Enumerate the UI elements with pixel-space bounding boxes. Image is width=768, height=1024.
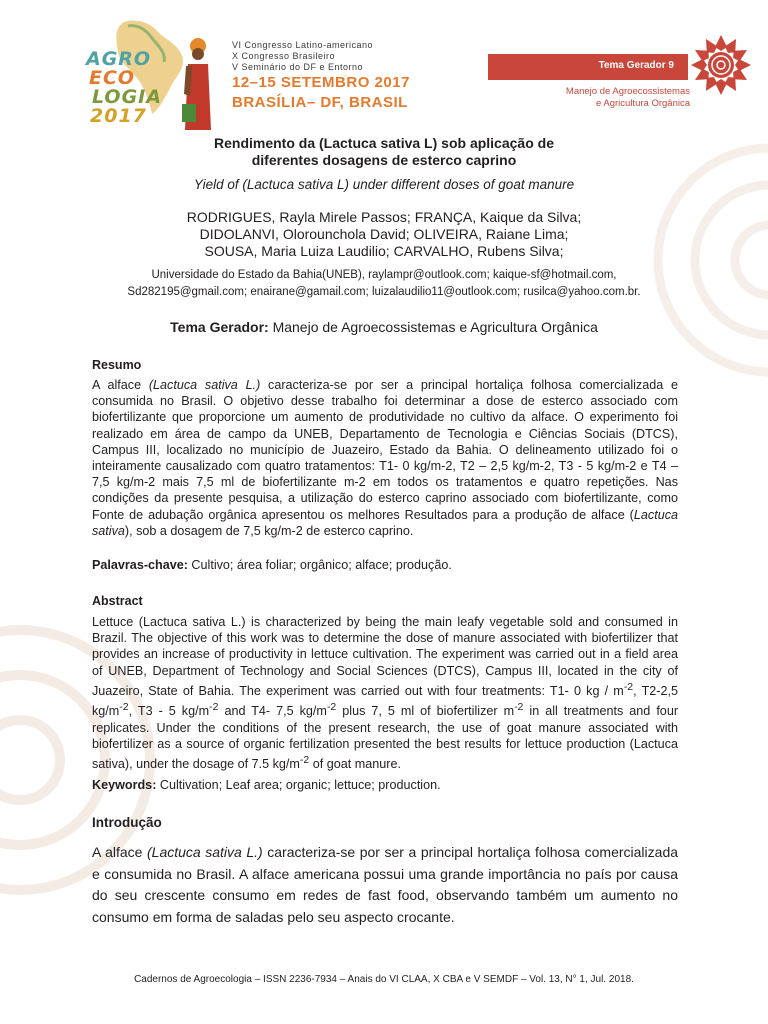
tema-gerador-line <box>70 319 698 335</box>
title-line: Rendimento da (Lactuca sativa L) sob aplicação de <box>214 135 554 151</box>
keywords-list: Cultivation; Leaf area; organic; lettuce; production. <box>156 778 441 792</box>
abstract-text-part: Lettuce (Lactuca sativa L.) is characterized by being the main leafy vegetable sold and consumed in Brazil. The objective of this work was to determine the dose of manure associated with biofertilizer that provides an increase of productivity in lettuce cultivation. The experiment was carried out in a field area of UNEB, Department of Technology and Social Sciences (DTCS), Campus III, located in the city of Juazeiro, State of Bahia. The experiment was carried out with four treatments: T1- 0 kg / m <box>92 615 678 698</box>
tema-subtitle-line: Manejo de Agroecossistemas <box>565 86 690 97</box>
superscript: -2 <box>299 754 310 766</box>
introducao-text-body: caracteriza-se por ser a principal hortaliça folhosa comercializada e consumida no Brasil. A alface americana possui uma grande importância no país por causa do seu crescente consumo em redes de fast food, observando também um aumento no consumo em forma de saladas pelo seu aspecto crocante. <box>92 844 679 925</box>
superscript: -2 <box>514 701 524 714</box>
tema-subtitle-line: e Agricultura Orgânica <box>596 98 690 109</box>
tema-gerador-bar <box>488 54 688 80</box>
abstract-text-part: in all treatments and four replicates. Under the conditions of the present research, the use of goat manure associated with biofertilizer as a source of organic fertilization presented the best results for lettuce production (Lactuca sativa), under the dosage of 7.5 kg/m <box>92 704 679 772</box>
species-name: Lactuca sativa <box>92 507 678 538</box>
author-line: SOUSA, Maria Luiza Laudilio; CARVALHO, Rubens Silva; <box>204 243 564 259</box>
affiliation-line: Sd282195@gmail.com; enairane@gamail.com; luizalaudilio11@outlook.com; rusilca@yahoo.com.br. <box>127 286 641 298</box>
congress-names <box>232 40 373 73</box>
author-list <box>90 209 678 260</box>
congress-line: X Congresso Brasileiro <box>232 51 336 61</box>
logo-word-2017: 2017 <box>90 105 147 127</box>
resumo-heading: Resumo <box>92 358 142 372</box>
keywords-label: Keywords: <box>92 778 157 792</box>
tema-gerador-heading: Tema Gerador: <box>170 319 269 335</box>
superscript: -2 <box>119 701 129 714</box>
tema-gerador-value: Manejo de Agroecossistemas e Agricultura Orgânica <box>268 319 598 335</box>
resumo-text <box>92 377 678 539</box>
species-name: (Lactuca sativa L.) <box>148 378 261 392</box>
palavras-chave <box>92 558 678 572</box>
abstract-text-part: and T4- 7,5 kg/m <box>218 704 327 719</box>
palavras-chave-list: Cultivo; área foliar; orgânico; alface; produção. <box>187 558 452 572</box>
author-line: RODRIGUES, Rayla Mirele Passos; FRANÇA, Kaique da Silva; <box>186 209 582 225</box>
footer-citation: Cadernos de Agroecologia – ISSN 2236-7934 – Anais do VI CLAA, X CBA e V SEMDF – Vol. 13, N° 1, Jul. 2018. <box>134 974 634 985</box>
event-dates: 12–15 SETEMBRO 2017 <box>232 74 410 91</box>
logo-word-logia: LOGIA <box>92 86 162 108</box>
introducao-text-lead: A alface <box>92 844 148 860</box>
flower-emblem-icon <box>690 34 752 96</box>
abstract-text-part: , T3 - 5 kg/m <box>128 704 210 719</box>
congress-line: VI Congresso Latino-americano <box>232 40 374 50</box>
superscript: -2 <box>209 701 219 714</box>
keywords <box>92 778 678 792</box>
abstract-text-part: of goat manure. <box>309 757 401 772</box>
event-logo <box>86 14 410 127</box>
abstract-text-part: , T2-2,5 kg/m <box>92 684 679 719</box>
palavras-chave-label: Palavras-chave: <box>92 558 188 572</box>
background-flower-right-icon <box>640 140 768 380</box>
author-line: DIDOLANVI, Olorounchola David; OLIVEIRA, Raiane Lima; <box>199 226 569 242</box>
affiliation <box>70 267 698 301</box>
resumo-text-lead: A alface <box>92 378 149 392</box>
abstract-text <box>92 614 678 772</box>
species-name: (Lactuca sativa L.) <box>147 844 263 860</box>
resumo-text-end: ), sob a dosagem de 7,5 kg/m-2 de esterco caprino. <box>124 523 414 538</box>
abstract-text-part: plus 7, 5 ml of biofertilizer m <box>336 704 515 719</box>
logo-word-agro: AGRO <box>86 48 152 70</box>
tema-gerador-subtitle <box>540 86 690 110</box>
title-line: diferentes dosagens de esterco caprino <box>251 152 517 168</box>
introducao-text <box>92 842 678 928</box>
affiliation-line: Universidade do Estado da Bahia(UNEB), raylampr@outlook.com; kaique-sf@hotmail.com, <box>151 269 617 281</box>
abstract-heading: Abstract <box>92 594 143 608</box>
superscript: -2 <box>623 680 634 693</box>
woman-figure-icon <box>178 36 218 132</box>
tema-gerador-label: Tema Gerador 9 <box>598 60 674 71</box>
introducao-heading: Introdução <box>92 815 162 830</box>
superscript: -2 <box>326 701 337 714</box>
logo-word-eco: ECO <box>89 67 136 89</box>
congress-line: V Seminário do DF e Entorno <box>232 62 364 72</box>
paper-title <box>90 135 678 169</box>
resumo-text-body: caracteriza-se por ser a principal hortaliça folhosa comercializada e consumida no Brasil. O objetivo desse trabalho foi determinar a dose de esterco associado com biofertilizante que proporcione um aumento de produtividade no cultivo da alface. O experimento foi realizado em área de campo da UNEB, Departamento de Tecnologia e Ciências Sociais (DTCS), Campus III, localizado no município de Juazeiro, Estado da Bahia. O delineamento utilizado foi o inteiramente causalizado com quatro tratamentos: T1- 0 kg/m-2, T2 – 2,5 kg/m-2, T3 - 5 kg/m-2 e T4 – 7,5 kg/m-2 mais 7,5 ml de biofertilizante m-2 em todos os tratamentos e quatro repetições. Nas condições da presente pesquisa, a utilização do esterco caprino associado com biofertilizante, como Fonte de adubação orgânica apresentou os melhores Resultados para a produção de alface ( <box>92 378 678 522</box>
event-location: BRASÍLIA– DF, BRASIL <box>232 94 408 111</box>
paper-subtitle-english: Yield of (Lactuca sativa L) under different doses of goat manure <box>193 177 575 192</box>
